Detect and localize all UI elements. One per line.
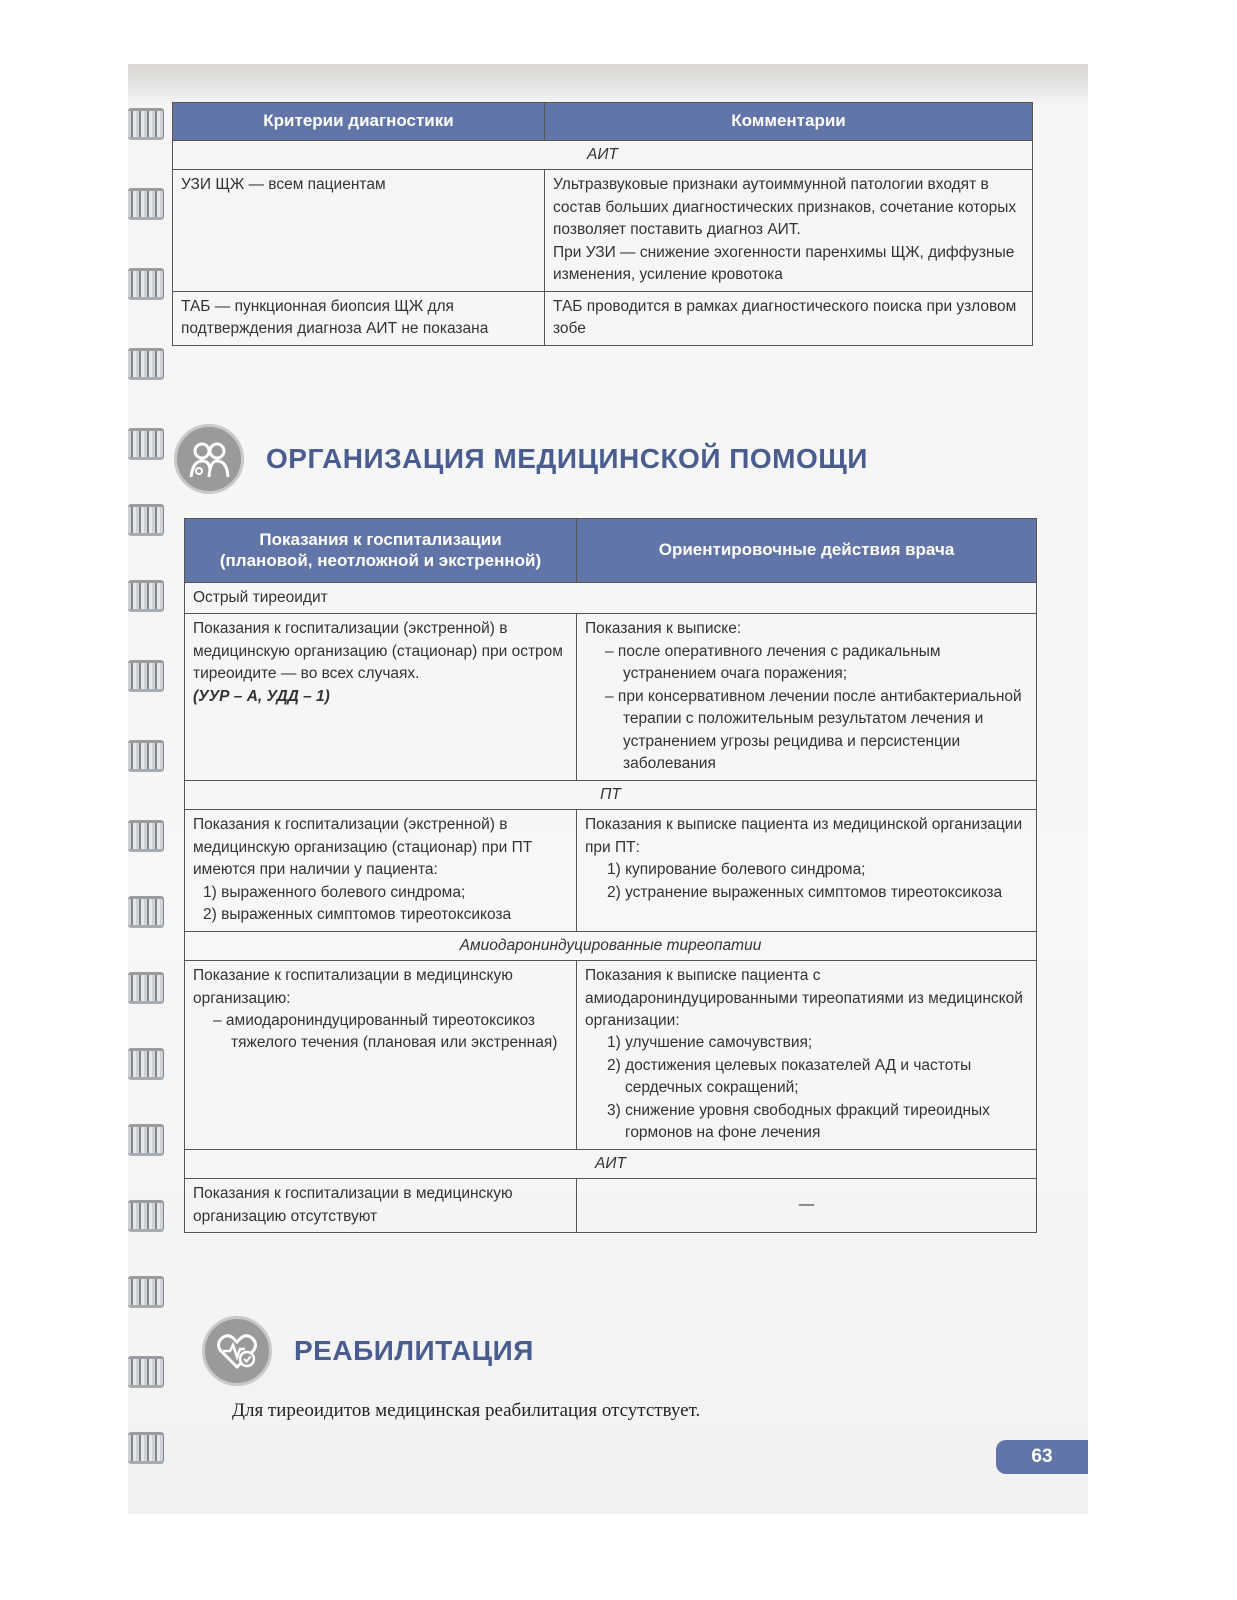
cell-text: Показания к госпитализации (экстренной) в медицинскую организацию (стационар) при остром тиреоидите — во всех случаях. xyxy=(193,620,563,683)
section-row-label: Амиодарониндуцированные тиреопатии xyxy=(185,931,1037,960)
list-item: – амиодарониндуцированный тиреотоксикоз тяжелого течения (плановая или экстренная) xyxy=(213,1011,558,1052)
cell-text: Показание к госпитализации в медицинскую организацию: xyxy=(193,967,513,1007)
binding-ring xyxy=(128,820,164,852)
heart-pulse-icon xyxy=(202,1316,272,1386)
header-line: (плановой, неотложной и экстренной) xyxy=(219,550,542,570)
section-row-label: АИТ xyxy=(185,1149,1037,1178)
binding-ring xyxy=(128,428,164,460)
binding-ring xyxy=(128,1124,164,1156)
section-row-label: ПТ xyxy=(185,780,1037,809)
table-cell xyxy=(577,961,1037,1150)
list-item: 3) снижение уровня свободных фракций тиреоидных гормонов на фоне лечения xyxy=(607,1101,990,1142)
hospitalization-table xyxy=(184,518,1037,1233)
binding-ring xyxy=(128,660,164,692)
column-header: Критерии диагностики xyxy=(173,103,545,141)
cell-text: Ультразвуковые признаки аутоиммунной патологии входят в состав больших диагностических признаков, сочетание которых позволяет поставить диагноз АИТ. xyxy=(553,176,1017,239)
section-title: РЕАБИЛИТАЦИЯ xyxy=(294,1335,534,1366)
list-item: 1) купирование болевого синдрома; xyxy=(607,861,866,879)
list-item: 1) улучшение самочувствия; xyxy=(607,1034,813,1052)
org-section-heading xyxy=(174,424,868,494)
rehab-section-heading xyxy=(202,1316,534,1386)
binding-ring xyxy=(128,1048,164,1080)
table-cell: ТАБ — пункционная биопсия ЩЖ для подтверждения диагноза АИТ не показана xyxy=(173,291,545,345)
binding-ring xyxy=(128,1432,164,1464)
book-page xyxy=(128,64,1088,1514)
list-item: 2) выраженных симптомов тиреотоксикоза xyxy=(203,906,512,924)
binding-ring xyxy=(128,740,164,772)
binding-ring xyxy=(128,1356,164,1388)
binding-ring xyxy=(128,188,164,220)
cell-text: При УЗИ — снижение эхогенности паренхимы ЩЖ, диффузные изменения, усиление кровотока xyxy=(553,243,1015,284)
cell-text: Показания к выписке пациента с амиодарониндуцированными тиреопатиями из медицинской организации: xyxy=(585,967,1023,1029)
cell-text: Показания к госпитализации (экстренной) в медицинскую организацию (стационар) при ПТ имеются при наличии у пациента: xyxy=(193,816,533,879)
diagnostics-table xyxy=(172,102,1033,346)
column-header: Комментарии xyxy=(545,103,1033,141)
section-title: ОРГАНИЗАЦИЯ МЕДИЦИНСКОЙ ПОМОЩИ xyxy=(266,443,868,474)
page-number: 63 xyxy=(996,1440,1088,1474)
binding-ring xyxy=(128,972,164,1004)
cell-text: Показания к выписке пациента из медицинской организации при ПТ: xyxy=(585,816,1023,856)
page-shadow xyxy=(128,64,1088,104)
binding-ring xyxy=(128,1276,164,1308)
binding-ring xyxy=(128,580,164,612)
cell-text: Показания к выписке: xyxy=(585,620,742,638)
list-item: – при консервативном лечении после антибактериальной терапии с положительным результатом лечения и устранением угрозы рецидива и персистенции заболевания xyxy=(605,687,1022,773)
list-item: 2) достижения целевых показателей АД и частоты сердечных сокращений; xyxy=(607,1056,972,1097)
table-cell xyxy=(185,961,577,1150)
rehab-paragraph: Для тиреоидитов медицинская реабилитация отсутствует. xyxy=(232,1400,701,1421)
evidence-grade: (УУР – А, УДД – 1) xyxy=(193,687,330,705)
binding-ring xyxy=(128,268,164,300)
table-cell xyxy=(185,614,577,780)
binding-ring xyxy=(128,348,164,380)
header-line: Показания к госпитализации xyxy=(259,530,502,550)
table-cell: Показания к госпитализации в медицинскую организацию отсутствуют xyxy=(185,1179,577,1233)
section-row-label: АИТ xyxy=(173,141,1033,170)
binding-ring xyxy=(128,108,164,140)
table-cell xyxy=(577,810,1037,931)
column-header xyxy=(185,519,577,583)
list-item: 2) устранение выраженных симптомов тиреотоксикоза xyxy=(607,883,1003,901)
list-item: – после оперативного лечения с радикальным устранением очага поражения; xyxy=(605,642,941,683)
doctors-icon xyxy=(174,424,244,494)
binding-ring xyxy=(128,1200,164,1232)
table-cell xyxy=(545,170,1033,291)
column-header: Ориентировочные действия врача xyxy=(577,519,1037,583)
table-cell: УЗИ ЩЖ — всем пациентам xyxy=(173,170,545,291)
section-row-label: Острый тиреоидит xyxy=(185,583,1037,614)
table-cell xyxy=(185,810,577,931)
table-cell xyxy=(577,614,1037,780)
table-cell: — xyxy=(577,1179,1037,1233)
binding-ring xyxy=(128,896,164,928)
list-item: 1) выраженного болевого синдрома; xyxy=(203,883,466,901)
table-cell: ТАБ проводится в рамках диагностического поиска при узловом зобе xyxy=(545,291,1033,345)
binding-ring xyxy=(128,504,164,536)
